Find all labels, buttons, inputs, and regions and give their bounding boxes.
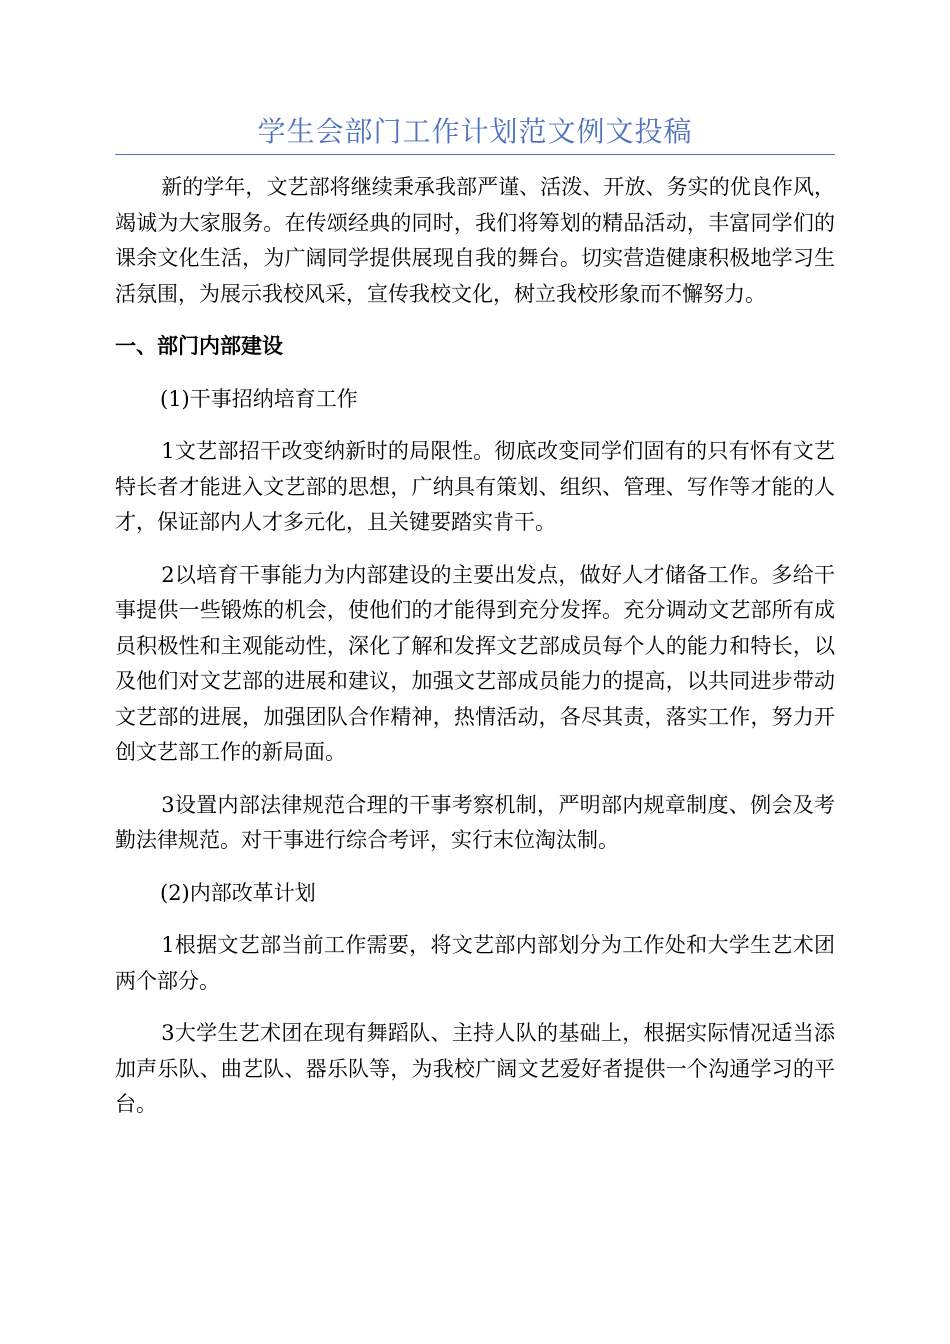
paragraph-item-4: 1根据文艺部当前工作需要，将文艺部内部划分为工作处和大学生艺术团两个部分。 — [115, 933, 835, 993]
paragraph-item-3: 3设置内部法律规范合理的干事考察机制，严明部内规章制度、例会及考勤法律规范。对干事进行综合考评，实行末位淘汰制。 — [115, 792, 835, 852]
intro-paragraph: 新的学年，文艺部将继续秉承我部严谨、活泼、开放、务实的优良作风，竭诚为大家服务。在传颂经典的同时，我们将筹划的精品活动，丰富同学们的课余文化生活，为广阔同学提供展现自我的舞台。切实营造健康积极地学习生活氛围，为展示我校风采，宣传我校文化，树立我校形象而不懈努力。 — [115, 175, 835, 306]
subsection-heading: (2)内部改革计划 — [160, 880, 316, 905]
paragraph-item-2: 2以培育干事能力为内部建设的主要出发点，做好人才储备工作。多给干事提供一些锻炼的机会，使他们的才能得到充分发挥。充分调动文艺部所有成员积极性和主观能动性，深化了解和发挥文艺部成员每个人的能力和特长，以及他们对文艺部的进展和建议，加强文艺部成员能力的提高，以共同进步带动文艺部的进展，加强团队合作精神，热情活动，各尽其责，落实工作，努力开创文艺部工作的新局面。 — [115, 562, 835, 764]
document-body — [115, 170, 835, 1140]
section-heading: 一、部门内部建设 — [115, 334, 283, 358]
paragraph-item-1: 1文艺部招干改变纳新时的局限性。彻底改变同学们固有的只有怀有文艺特长者才能进入文艺部的思想，广纳具有策划、组织、管理、写作等才能的人才，保证部内人才多元化，且关键要踏实肯干。 — [115, 439, 835, 534]
title-underline — [115, 154, 835, 155]
document-title: 学生会部门工作计划范文例文投稿 — [257, 115, 693, 148]
subsection-heading: (1)干事招纳培育工作 — [160, 386, 358, 411]
paragraph-item-5: 3大学生艺术团在现有舞蹈队、主持人队的基础上，根据实际情况适当添加声乐队、曲艺队、器乐队等，为我校广阔文艺爱好者提供一个沟通学习的平台。 — [115, 1021, 835, 1116]
